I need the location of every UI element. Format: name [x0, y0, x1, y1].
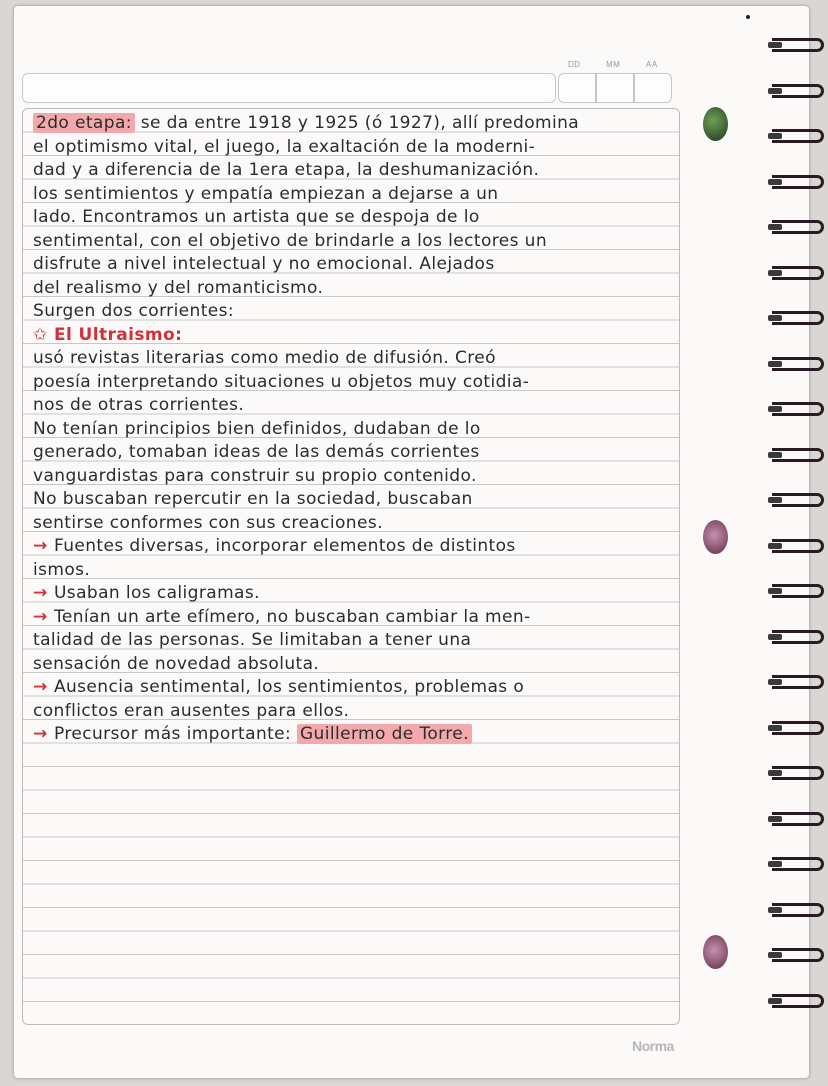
note-line [33, 441, 673, 465]
note-text: sentimental, con el objetivo de brindarle a los lectores un [33, 230, 548, 251]
note-line [33, 277, 673, 301]
spiral-coil [772, 220, 824, 238]
highlighted-text: 2do etapa: [33, 113, 135, 133]
note-line [33, 324, 673, 348]
spiral-coil [772, 857, 824, 875]
spiral-coil [772, 994, 824, 1012]
spiral-coil [772, 812, 824, 830]
note-text: sentirse conformes con sus creaciones. [33, 512, 383, 533]
note-line [33, 347, 673, 371]
spiral-coil [772, 311, 824, 329]
note-line [33, 206, 673, 230]
note-text: talidad de las personas. Se limitaban a tener una [33, 630, 472, 650]
note-text: vanguardistas para construir su propio contenido. [33, 465, 477, 486]
note-line [33, 394, 673, 418]
spiral-coil [772, 448, 824, 466]
note-text: ismos. [33, 559, 91, 580]
brand-logo: Norma [632, 1038, 674, 1054]
note-text: Precursor más importante: [53, 724, 297, 744]
note-text: Surgen dos corrientes: [33, 301, 235, 321]
note-text: sensación de novedad absoluta. [33, 653, 320, 674]
note-line [33, 488, 673, 512]
note-line [33, 582, 673, 606]
note-line [33, 606, 673, 630]
spiral-coil [772, 175, 824, 193]
note-text: del realismo y del romanticismo. [33, 277, 324, 298]
note-text: Tenían un arte efímero, no buscaban cambiar la men- [53, 606, 531, 627]
date-box-dd [558, 73, 596, 103]
note-line [33, 512, 673, 536]
note-text: El Ultraismo: [53, 324, 183, 345]
note-line [33, 723, 673, 747]
note-line [33, 159, 673, 183]
spiral-coil [772, 675, 824, 693]
note-text: Ausencia sentimental, los sentimientos, problemas o [53, 677, 525, 697]
spiral-coil [772, 539, 824, 557]
note-text: disfrute a nivel intelectual y no emocional. Alejados [33, 254, 495, 274]
spiral-coil [772, 84, 824, 102]
spiral-coil [772, 266, 824, 284]
note-line [33, 700, 673, 724]
spiral-coil [772, 721, 824, 739]
binder-hole-bottom [703, 935, 728, 969]
note-text: el optimismo vital, el juego, la exaltación de la moderni- [33, 136, 536, 157]
spiral-coil [772, 584, 824, 602]
spiral-coil [772, 903, 824, 921]
spiral-coil [772, 129, 824, 147]
note-line [33, 112, 673, 136]
spiral-coil [772, 357, 824, 375]
binder-hole-middle [703, 520, 728, 554]
date-box-aa [634, 73, 672, 103]
highlighted-text: Guillermo de Torre. [297, 724, 472, 744]
ruled-lines-area [22, 108, 680, 1025]
arrow-icon: → [33, 677, 54, 697]
spiral-coil [772, 948, 824, 966]
date-box-mm [596, 73, 634, 103]
handwritten-notes [33, 112, 673, 747]
note-line [33, 253, 673, 277]
note-text: No buscaban repercutir en la sociedad, buscaban [33, 489, 473, 509]
arrow-icon: → [33, 583, 54, 603]
note-line [33, 371, 673, 395]
note-text: los sentimientos y empatía empiezan a dejarse a un [33, 183, 499, 204]
note-text: lado. Encontramos un artista que se despoja de lo [33, 207, 480, 227]
arrow-icon: → [33, 606, 54, 627]
note-text: generado, tomaban ideas de las demás corrientes [33, 442, 480, 462]
note-line [33, 676, 673, 700]
arrow-icon: → [33, 536, 54, 556]
note-text: No tenían principios bien definidos, dudaban de lo [33, 418, 481, 439]
note-line [33, 653, 673, 677]
note-line [33, 465, 673, 489]
note-line [33, 230, 673, 254]
date-label-mm: MM [606, 60, 621, 69]
spiral-coil [772, 493, 824, 511]
spiral-coil [772, 38, 824, 56]
spiral-coil [772, 630, 824, 648]
note-text: se da entre 1918 y 1925 (ó 1927), allí predomina [134, 113, 580, 133]
note-line [33, 300, 673, 324]
ink-dot [746, 15, 750, 19]
note-line [33, 183, 673, 207]
note-text: nos de otras corrientes. [33, 395, 245, 415]
note-line [33, 136, 673, 160]
binder-hole-top [703, 107, 728, 141]
note-line [33, 559, 673, 583]
note-text: conflictos eran ausentes para ellos. [33, 700, 350, 721]
note-text: dad y a diferencia de la 1era etapa, la deshumanización. [33, 160, 540, 180]
note-text: usó revistas literarias como medio de difusión. Creó [33, 348, 496, 368]
date-label-dd: DD [568, 60, 581, 69]
title-field-box [22, 73, 556, 103]
star-icon: ✩ [33, 324, 54, 345]
arrow-icon: → [33, 724, 54, 744]
spiral-coil [772, 766, 824, 784]
note-text: Fuentes diversas, incorporar elementos de distintos [53, 536, 516, 556]
note-line [33, 535, 673, 559]
note-text: poesía interpretando situaciones u objetos muy cotidia- [33, 371, 530, 392]
date-label-aa: AA [646, 60, 658, 69]
note-line [33, 418, 673, 442]
note-text: Usaban los caligramas. [53, 583, 260, 603]
spiral-coil [772, 402, 824, 420]
note-line [33, 629, 673, 653]
